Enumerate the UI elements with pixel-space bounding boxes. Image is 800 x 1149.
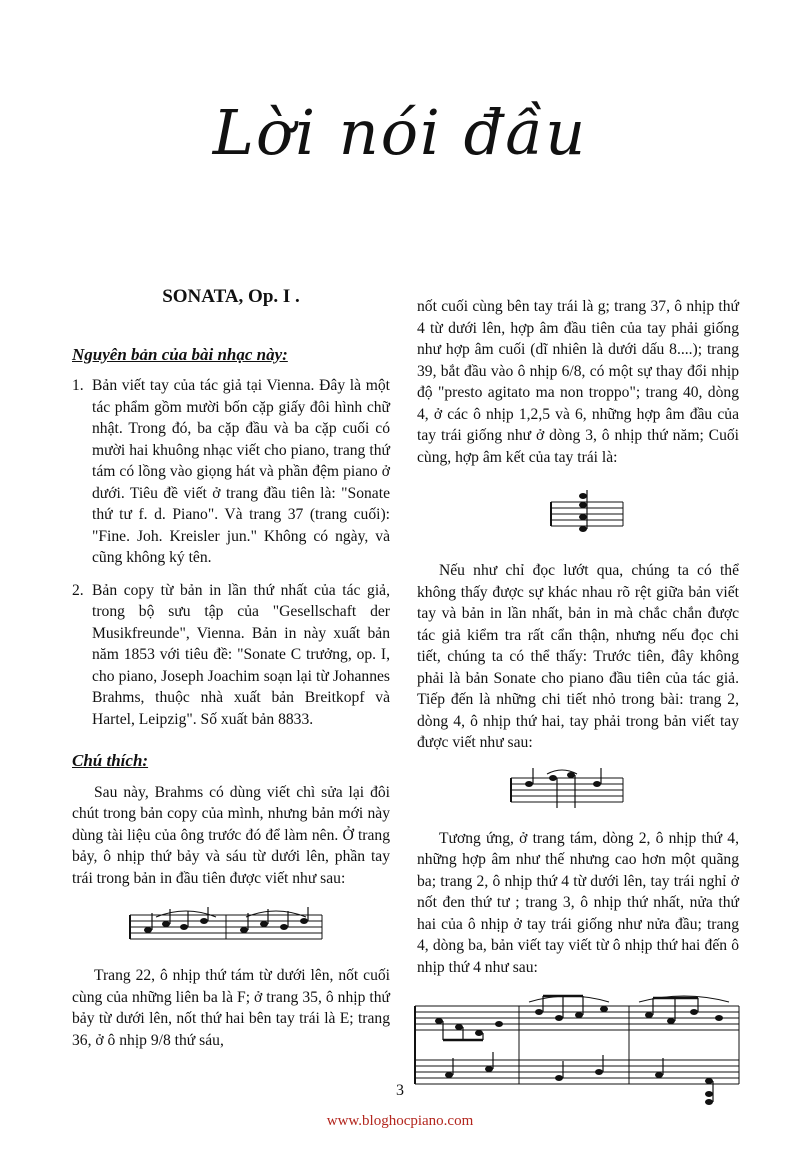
music-excerpt-right-hand <box>507 764 627 818</box>
page-number: 3 <box>396 1082 404 1099</box>
list-number: 1. <box>72 377 84 394</box>
list-item <box>72 375 390 569</box>
section-heading-sources: Nguyên bản của bài nhạc này: <box>72 344 288 364</box>
music-excerpt-final-chord <box>547 484 627 544</box>
section-heading-notes: Chú thích: <box>72 751 149 770</box>
list-number: 2. <box>72 581 84 599</box>
right-column <box>417 296 739 1118</box>
paragraph-continued: nốt cuối cùng bên tay trái là g; trang 37, ô nhịp thứ 4 từ dưới lên, hợp âm đầu tiên của tay phải giống như hợp âm cuối (dĩ nhiên là dưới dấu 8....); trang 39, bắt đầu vào ô nhịp 6/8, có một sự thay đổi nhịp độ "presto agitato ma non troppo"; trang 40, dòng 4, ở các ô nhịp 1,2,5 và 6, những hợp âm đầu của tay trái giống như ở dòng 3, ô nhịp thứ năm; Cuối cùng, hợp âm kết của tay trái là: <box>417 298 739 466</box>
notes-paragraph-continued: Trang 22, ô nhịp thứ tám từ dưới lên, nốt cuối cùng của những liên ba là F; ở trang 35, ô nhịp thứ bảy từ dưới lên, nốt thứ hai bên tay trái là E; trang 36, ở ô nhịp 9/8 thứ sáu, <box>72 967 390 1049</box>
notes-paragraph: Sau này, Brahms có dùng viết chì sửa lại đôi chút trong bản copy của mình, nhưng bản mới này dùng tài liệu của ông trước đó để làm nên. Ở trang bảy, ô nhịp thứ bảy và sáu từ dưới lên, phần tay trái trong bản in đầu tiên được viết như sau: <box>72 783 390 887</box>
piece-heading: SONATA, Op. I . <box>162 286 300 307</box>
website-footer: www.bloghocpiano.com <box>326 1113 474 1129</box>
list-text: Bản viết tay của tác giả tại Vienna. Đây là một tác phẩm gồm mười bốn cặp giấy đôi hình chữ nhật. Trong đó, ba cặp đầu và ba cặp cuối có mười hai khuông nhạc viết cho piano, trang thứ tám có lồng vào giọng hát và phần đệm piano ở dưới. Tiêu đề viết ở trang đầu tiên là: "Sonate thứ tư f. d. Piano". Và trang 37 (trang cuối): "Fine. Joh. Kreisler jun." Không có ngày, và cũng không ký tên. <box>92 377 390 566</box>
list-text: Bản copy từ bản in lần thứ nhất của tác giả, trong bộ sưu tập của "Gesellschaft der Musikfreunde", Vienna. Bản in này xuất bản năm 1853 với tiêu đề: "Sonate C trưởng, op. I, cho piano, Joseph Joachim soạn lại từ Johannes Brahms, thuộc nhà xuất bản Breitkopf và Hartel, Leipzig". Số xuất bản 8833. <box>92 581 390 728</box>
list-item <box>72 580 390 731</box>
comparison-paragraph: Nếu như chỉ đọc lướt qua, chúng ta có thể không thấy được sự khác nhau rõ rệt giữa bản viết tay và bản in lần nhất, bản in mà chắc chắn được tác giả kiểm tra rất cẩn thận, nhưng nếu đọc chi tiết, chúng ta có thể thấy: Trước tiên, đây không phải là bản Sonate cho piano đầu tiên của tác giả. Tiếp đến là những chi tiết nhỏ trong bài: trang 2, dòng 4, ô nhịp thứ hai, tay phải trong bản viết tay được viết như sau: <box>417 562 739 751</box>
sources-list <box>72 375 390 730</box>
left-column <box>72 286 390 1051</box>
page-title: Lời nói đầu <box>212 96 588 169</box>
correspondence-paragraph: Tương ứng, ở trang tám, dòng 2, ô nhịp thứ 4, những hợp âm như thế nhưng cao hơn một quãng ba; trang 2, ô nhịp thứ 4 từ dưới lên, tay trái nghỉ ở nốt đen thứ tư ; trang 3, ô nhịp thứ nhất, nửa thứ hai của ô nhịp ở tay trái giống như nửa đầu; trang 4, dòng ba, bản viết tay viết từ ô nhịp thứ hai đến ô nhịp thứ 4 như sau: <box>417 829 739 976</box>
music-excerpt-left-hand <box>126 903 326 953</box>
